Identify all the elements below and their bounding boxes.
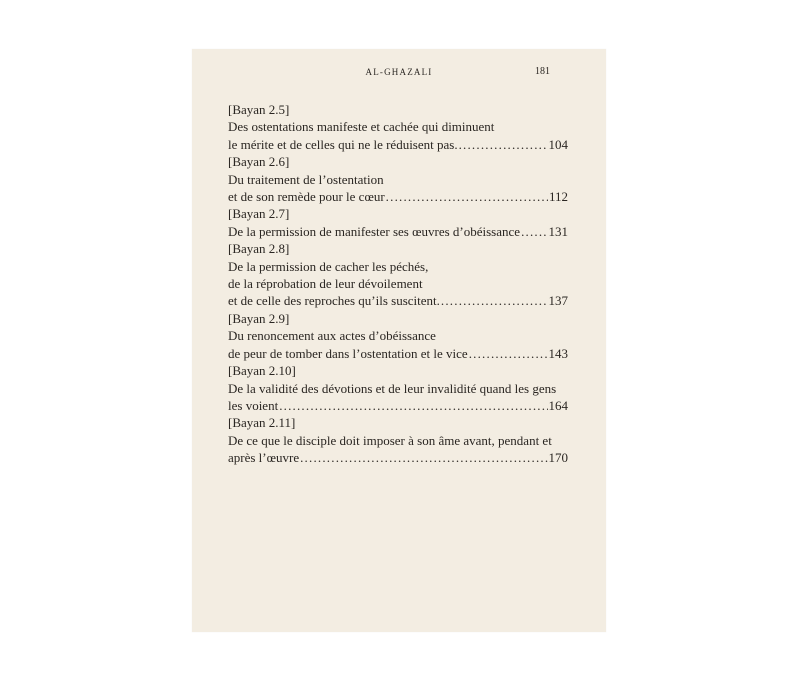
dot-leader: [459, 136, 548, 153]
running-head: [192, 65, 606, 79]
toc-entry-title-line: De la validité des dévotions et de leur invalidité quand les gens: [228, 380, 557, 396]
toc-entry-page-number: 137: [548, 293, 568, 309]
toc-entry-title-line: De ce que le disciple doit imposer à son âme avant, pendant et: [228, 432, 552, 448]
running-head-author: AL-GHAZALI: [365, 67, 433, 77]
toc-entry-bayan-2-10: [228, 362, 568, 414]
toc-entry-title-line: les voient: [228, 397, 279, 413]
toc-entry-page-number: 131: [548, 223, 568, 239]
toc-entry-title-line: le mérite et de celles qui ne le réduisent pas.: [228, 136, 458, 152]
toc-entry-title-line: Du renoncement aux actes d’obéissance: [228, 328, 436, 344]
toc-entry-heading: [Bayan 2.11]: [228, 415, 296, 431]
dot-leader: [386, 188, 548, 205]
book-page: [192, 49, 606, 632]
toc-entry-title-line: de peur de tomber dans l’ostentation et le vice: [228, 345, 468, 361]
toc-entry-title-line: De la permission de cacher les péchés,: [228, 258, 429, 274]
toc-entry-leader-line: [228, 136, 568, 153]
toc-entry-leader-line: [228, 449, 568, 466]
toc-entry-bayan-2-5: [228, 101, 568, 153]
page-number: 181: [535, 66, 550, 77]
toc-entry-leader-line: [228, 292, 568, 309]
dot-leader: [279, 397, 547, 414]
toc-entry-heading: [Bayan 2.5]: [228, 102, 290, 117]
dot-leader: [469, 345, 548, 362]
toc-entry-leader-line: [228, 345, 568, 362]
table-of-contents: [228, 101, 568, 467]
toc-entry-bayan-2-9: [228, 310, 568, 362]
toc-entry-title-line: et de son remède pour le cœur: [228, 189, 385, 205]
toc-entry-leader-line: [228, 188, 568, 205]
toc-entry-bayan-2-11: [228, 414, 568, 466]
toc-entry-title-line: Du traitement de l’ostentation: [228, 171, 384, 187]
toc-entry-page-number: 104: [548, 136, 568, 152]
toc-entry-title-line: de la réprobation de leur dévoilement: [228, 276, 423, 292]
toc-entry-bayan-2-8: [228, 240, 568, 310]
toc-entry-heading: [Bayan 2.6]: [228, 154, 290, 170]
toc-entry-heading: [Bayan 2.9]: [228, 310, 290, 326]
toc-entry-bayan-2-7: [228, 205, 568, 240]
toc-entry-title-line: Des ostentations manifeste et cachée qui diminuent: [228, 119, 495, 135]
toc-entry-leader-line: [228, 223, 568, 240]
toc-entry-title-line: après l’œuvre: [228, 450, 300, 466]
toc-entry-page-number: 143: [548, 345, 568, 361]
toc-entry-bayan-2-6: [228, 153, 568, 205]
toc-entry-page-number: 164: [548, 397, 568, 413]
toc-entry-leader-line: [228, 397, 568, 414]
toc-entry-page-number: 112: [548, 189, 568, 205]
dot-leader: [441, 292, 548, 309]
dot-leader: [300, 449, 547, 466]
toc-entry-title-line: De la permission de manifester ses œuvres d’obéissance: [228, 223, 521, 239]
toc-entry-heading: [Bayan 2.8]: [228, 241, 290, 257]
toc-entry-heading: [Bayan 2.10]: [228, 363, 296, 379]
dot-leader: [521, 223, 547, 240]
toc-entry-heading: [Bayan 2.7]: [228, 206, 290, 222]
toc-entry-title-line: et de celle des reproches qu’ils suscitent.: [228, 293, 440, 309]
toc-entry-page-number: 170: [548, 450, 568, 466]
